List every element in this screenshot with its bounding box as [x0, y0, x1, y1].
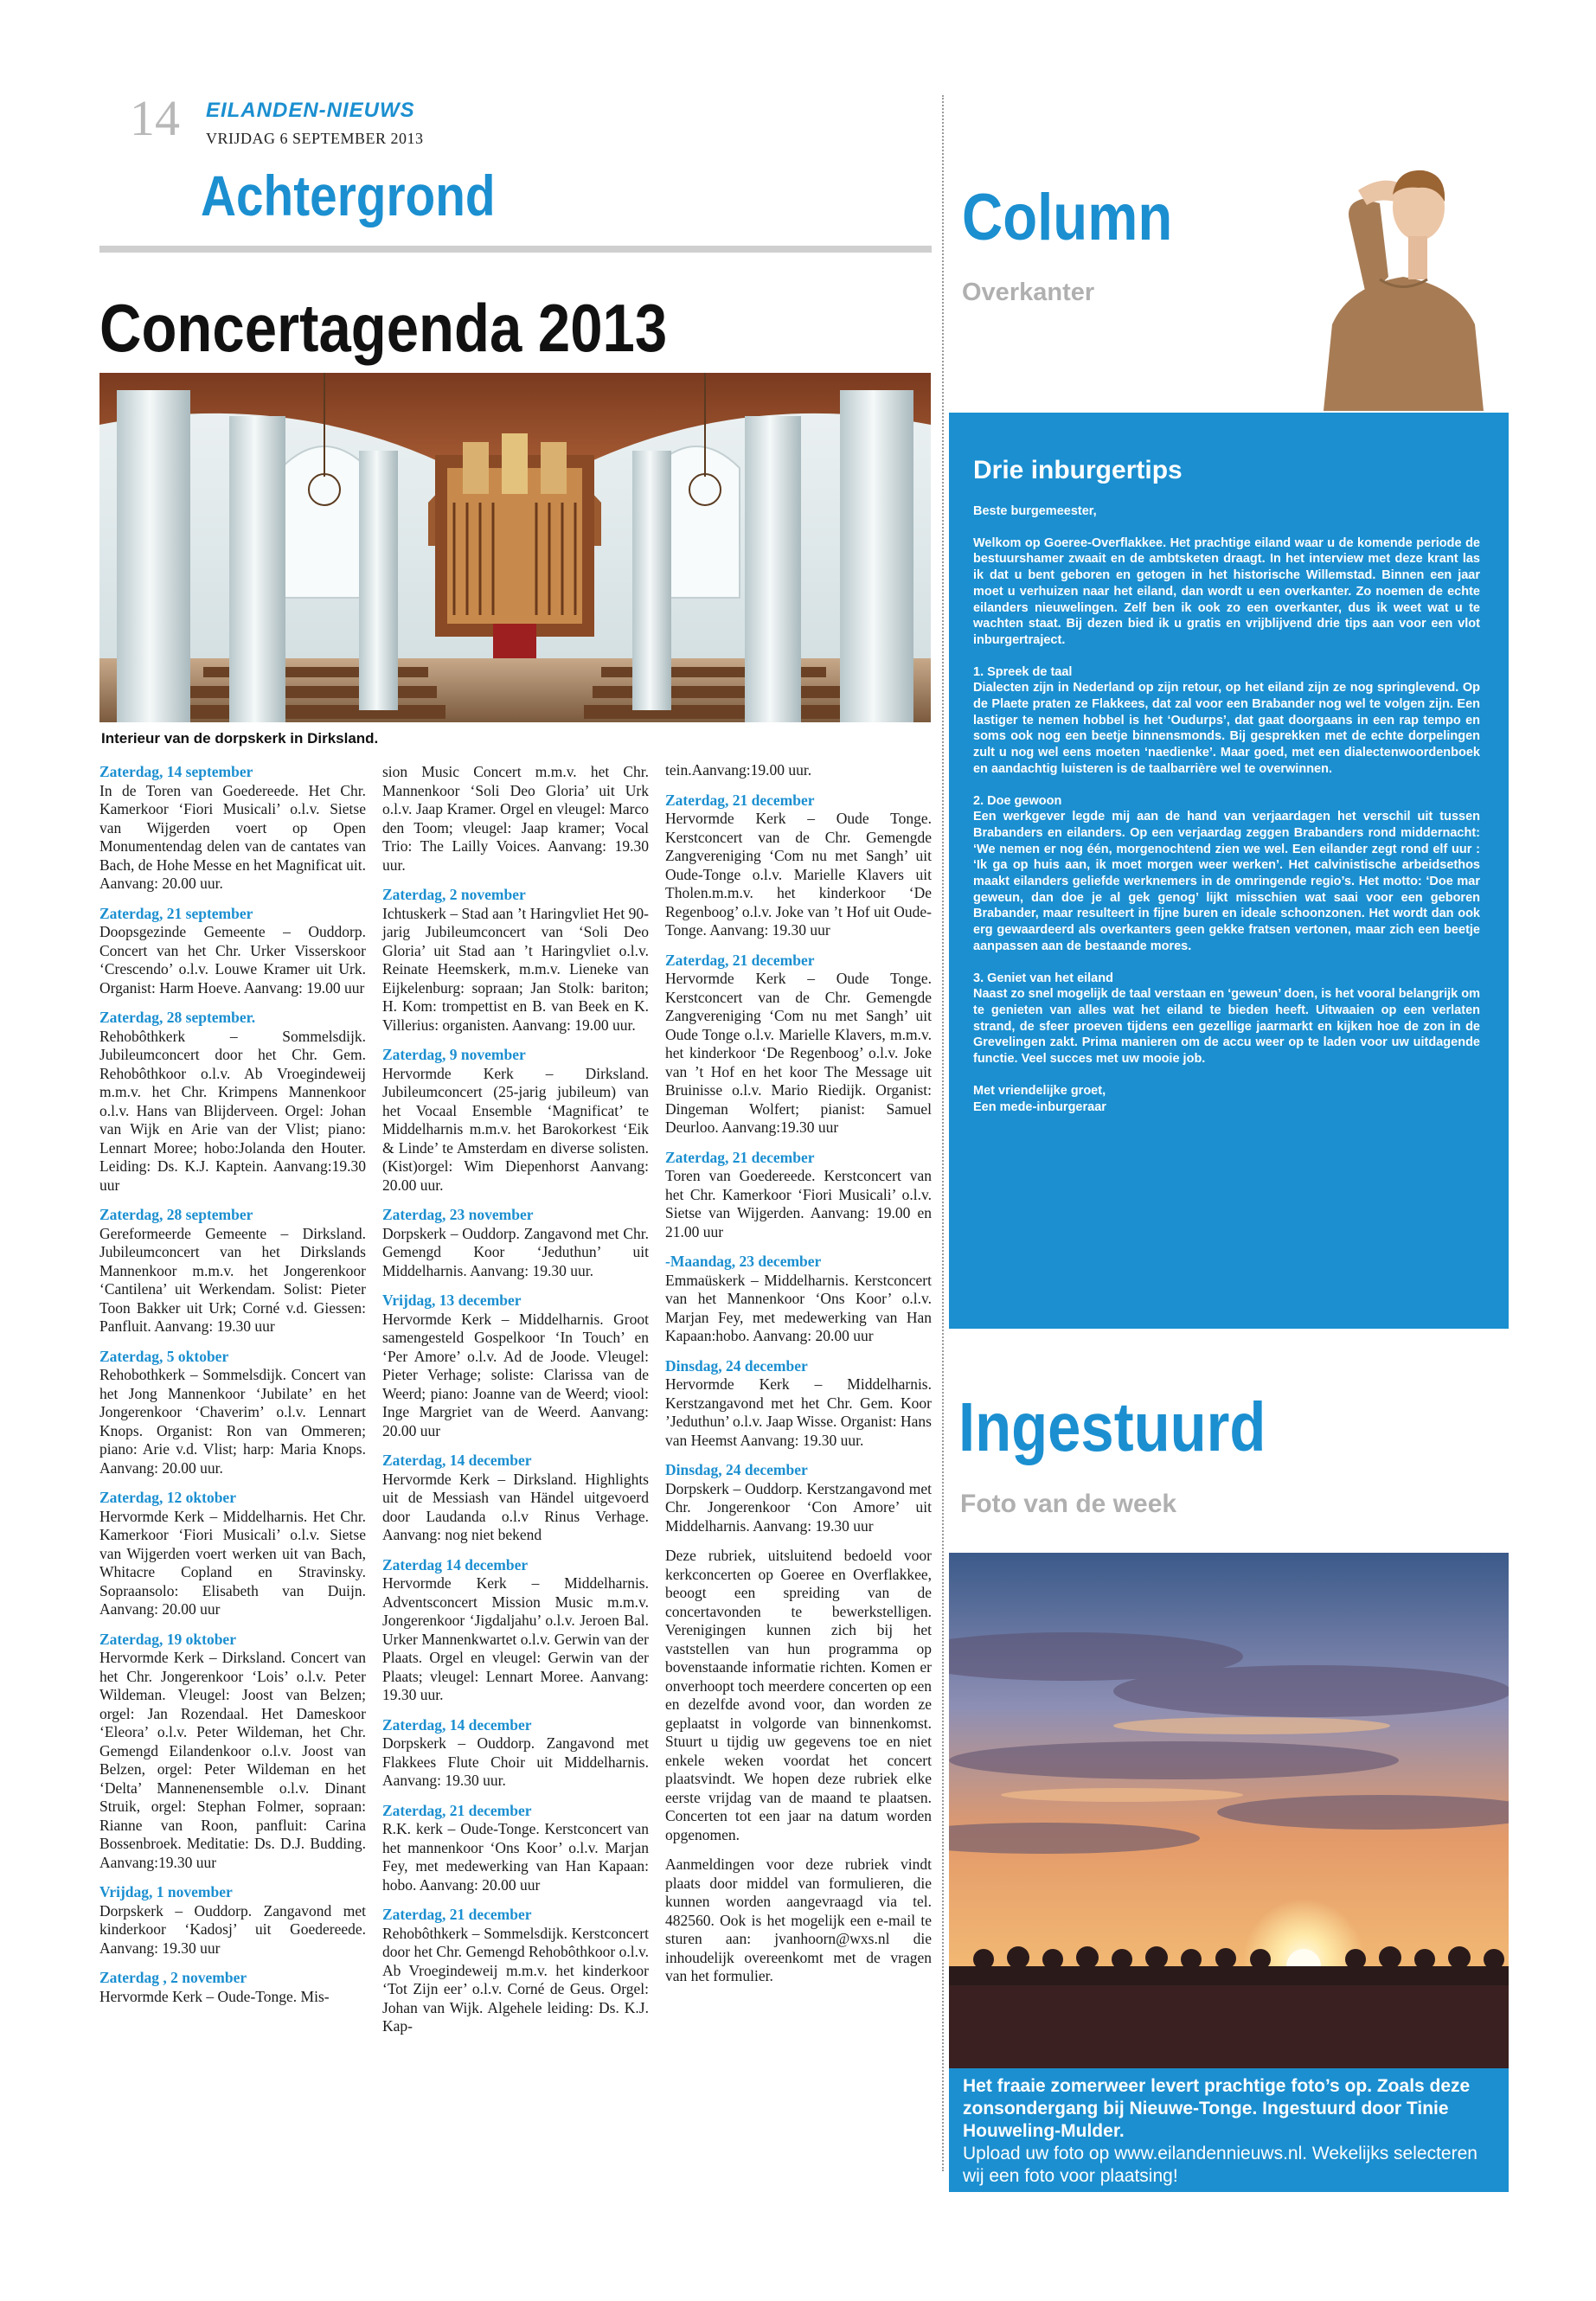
section-title: Achtergrond	[201, 163, 496, 228]
agenda-entry	[382, 1452, 649, 1545]
agenda-entry-date: Zaterdag, 14 december	[382, 1452, 532, 1469]
agenda-entry-text: Dorpskerk – Ouddorp. Kerstzangavond met Chr. Jongerenkoor ‘Con Amore’ uit Middelharnis. Aanvang: 19.30 uur	[665, 1479, 932, 1535]
agenda-entry-date: Zaterdag, 23 november	[382, 1206, 534, 1223]
column-divider	[942, 95, 944, 2171]
agenda-entry	[665, 952, 932, 1138]
agenda-entry-date: Zaterdag, 28 september.	[99, 1009, 256, 1026]
sunset-photo	[949, 1553, 1509, 2068]
issue-date: VRIJDAG 6 SEPTEMBER 2013	[206, 130, 424, 147]
agenda-entry-text: Doopsgezinde Gemeente – Ouddorp. Concert van het Chr. Urker Visserskoor ‘Crescendo’ o.l.v. Louwe Kramer uit Urk. Organist: Harm Hoeve. Aanvang: 19.00 uur	[99, 923, 366, 997]
column-subtitle: Overkanter	[962, 279, 1095, 306]
agenda-entry	[382, 1556, 649, 1705]
photo-of-week-subtitle: Foto van de week	[960, 1490, 1177, 1518]
agenda-entry	[665, 1461, 932, 1535]
column-paragraph: 3. Geniet van het eiland Naast zo snel mogelijk de taal verstaan en ‘geweun’ doen, is het vooral belangrijk om te genieten van alles wat het eiland te bieden heeft. Uitwaaien op een verlaten strand, de sfeer proeven tijdens een gezellige jaarmarkt en kijken hoe de zon in de Grevelingen zakt. Prima manieren om de accu weer op te laden voor uw uitdagende functie. Veel succes met uw mooie job.	[973, 971, 1480, 1067]
agenda-entry-text: Toren van Goedereede. Kerstconcert van het Chr. Kamerkoor ‘Fiori Musicali’ o.l.v. Sietse van Wijgerden. Aanvang: 19.00 en 21.00 uur	[665, 1167, 932, 1240]
agenda-entry-date: Zaterdag, 5 oktober	[99, 1347, 229, 1365]
article-headline: Concertagenda 2013	[99, 290, 668, 366]
agenda-entry	[382, 1716, 649, 1791]
agenda-entry-text: Hervormde Kerk – Middelharnis. Kerstzangavond met het Chr. Gem. Koor ’Jeduthun’ o.l.v. Jaap Wisse. Organist: Hans van Heemst Aanvang: 19.30 uur.	[665, 1375, 932, 1449]
agenda-entry	[99, 1206, 366, 1336]
agenda-entry	[99, 1489, 366, 1619]
agenda-entry-text: Dorpskerk – Ouddorp. Zangavond met Flakkees Flute Choir uit Middelharnis. Aanvang: 19.30 uur.	[382, 1734, 649, 1789]
agenda-entry-text: sion Music Concert m.m.v. het Chr. Mannenkoor ‘Soli Deo Gloria’ uit Urk o.l.v. Jaap Kramer. Orgel en vleugel: Marco den Toom; vleugel: Jaap kramer; Vocal Trio: The Lailly Voices. Aanvang: 19.30 uur.	[382, 763, 649, 874]
agenda-entry-date: -Maandag, 23 december	[665, 1253, 822, 1270]
agenda-entry-text: Hervormde Kerk – Oude Tonge. Kerstconcert van de Chr. Gemengde Zangvereniging ‘Com nu met Sangh’ uit Oude Tonge o.l.v. Marielle Klavers, m.m.v. het kinderkoor ‘De Regenboog’ o.l.v. Joke van ’t Hof en het koor The Message uit Bruinisse o.l.v. Mario Riedijk. Organist: Dingeman Wolfert; pianist: Samuel Deurloo. Aanvang:19.30 uur	[665, 970, 932, 1136]
agenda-entry-date: Zaterdag, 21 december	[665, 1148, 815, 1166]
column-paragraph: 2. Doe gewoon Een werkgever legde mij aan de hand van verjaardagen het verschil uit tussen Brabanders en eilanders. Op een verjaardag zeggen Brabanders rond middernacht: ‘We nemen er nog één, morgenochtend zien we wel. Een eilander zegt rond elf uur : ‘Ik ga op huis aan, ik moet morgen weer werken’. Het calvinistische arbeidsethos maakt eilanders geliefde werknemers in de omringende regio’s. Het motto: ‘Doe mar geweun, dan doe je al gek genog’ lijkt misschien wat saai voor een geboren Brabander, maar resulteert in fijne buren en ideale schoonzonen. Het wordt dan ook erg gewaardeerd als overkanters geen gekke fratsen vertonen, maar zich een beetje aanpassen aan de bestaande mores.	[973, 793, 1480, 953]
agenda-entry-date: Vrijdag, 1 november	[99, 1883, 233, 1900]
agenda-entry-text: Hervormde Kerk – Oude-Tonge. Mis-	[99, 1987, 330, 2005]
agenda-entry-date: Zaterdag, 21 december	[665, 791, 815, 809]
agenda-entry-date: Zaterdag, 12 oktober	[99, 1489, 236, 1506]
agenda-entry-text: Dorpskerk – Ouddorp. Zangavond met Chr. Gemengd Koor ‘Jeduthun’ uit Middelharnis. Aanvang: 19.30 uur.	[382, 1224, 649, 1279]
agenda-entry	[99, 1631, 366, 1873]
agenda-entry	[382, 1292, 649, 1440]
agenda-entry	[382, 1206, 649, 1280]
agenda-entry-text: Gereformeerde Gemeente – Dirksland. Jubileumconcert van het Dirkslands Mannenkoor m.m.v. het Jongerenkoor ‘Cantilena’ uit Werkendam. Solist: Pieter Toon Bakker uit Urk; Corné v.d. Giessen: Panfluit. Aanvang: 19.30 uur	[99, 1224, 366, 1335]
rubriek-info-paragraph: Deze rubriek, uitsluitend bedoeld voor kerkconcerten op Goeree en Overflakkee, beoogt een spreiding van de concertavonden te bewerkstelligen. Verenigingen kunnen zich bij het vaststellen van hun programma op bovenstaande informatie richten. Komen er onverhoopt toch meerdere concerten op een en dezelfde avond voor, dan worden ze geplaatst in volgorde van binnenkomst. Stuurt u tijdig uw gegevens toe en niet enkele weken voordat het concert plaatsvindt. We hopen deze rubriek elke eerste vrijdag van de maand te plaatsen. Concerten tot een jaar na datum worden opgenomen.	[665, 1547, 932, 1843]
page-number: 14	[130, 90, 180, 146]
agenda-entry-date: Zaterdag, 14 september	[99, 763, 253, 780]
agenda-entry	[99, 905, 366, 998]
column-paragraph: Met vriendelijke groet, Een mede-inburgeraar	[973, 1083, 1106, 1114]
column-textbox	[949, 413, 1509, 1329]
caption-upload-text: Upload uw foto op www.eilandennieuws.nl. Wekelijks selecteren wij een foto voor plaatsing!	[963, 2144, 1477, 2186]
agenda-entry-text: tein.Aanvang:19.00 uur.	[665, 761, 812, 779]
agenda-entry-text: Rehobôthkerk – Sommelsdijk. Jubileumconcert door het Chr. Gem. Rehobôthkoor o.l.v. Ab Vroegindeweij m.m.v. het Chr. Krimpens Mannenkoor o.l.v. Hans van Blijderveen. Orgel: Johan van Wijk en Arie van der Vlist; piano: Lennart Moree; hobo:Jolanda den Houter. Leiding: Ds. K.J. Kaptein. Aanvang:19.30 uur	[99, 1027, 366, 1194]
agenda-column-1	[99, 763, 366, 2017]
agenda-entry	[99, 1348, 366, 1478]
column-title: Column	[962, 181, 1173, 254]
agenda-entry-text: Emmaüskerk – Middelharnis. Kerstconcert van het Mannenkoor ‘Ons Koor’ o.l.v. Marjan Fey, met medewerking van Han Kapaan:hobo. Aanvang: 20.00 uur	[665, 1271, 932, 1344]
agenda-entry-text: Hervormde Kerk – Middelharnis. Het Chr. Kamerkoor ‘Fiori Musicali’ o.l.v. Sietse van Wijgerden voert werken uit van Bach, Whitacre Copland en Stravinsky. Sopraansolo: Elisabeth van Duijn. Aanvang: 20.00 uur	[99, 1507, 366, 1618]
agenda-entry	[382, 886, 649, 1035]
agenda-entry	[99, 763, 366, 894]
column-paragraph: 1. Spreek de taal Dialecten zijn in Nederland op zijn retour, op het eiland zijn ze nog springlevend. Op de Plaete praten ze Flakkees, dat zal voor een Brabander nog wel te volgen zijn. Een lastiger te nemen hobbel is het ‘Oudurps’, dat gaat doorgaans in een rap tempo en soms ook nog een beetje binnensmonds. Bij gesprekken met de echte dorpelingen zult u nog wel eens moeten ‘naedienke’. Maar goed, met een dialectenwoordenboek en aandachtig luisteren is de taalbarrière wel te overwinnen.	[973, 664, 1480, 776]
agenda-entry-date: Zaterdag, 19 oktober	[99, 1630, 236, 1648]
newspaper-logo: EILANDEN-NIEUWS	[206, 99, 415, 122]
agenda-entry-text: Dorpskerk – Ouddorp. Zangavond met kinderkoor ‘Kadosj’ uit Goedereede. Aanvang: 19.30 uur	[99, 1901, 366, 1957]
agenda-entry	[99, 1009, 366, 1195]
agenda-entry-text: In de Toren van Goedereede. Het Chr. Kamerkoor ‘Fiori Musicali’ o.l.v. Sietse van Wijgerden voert op Open Monumentendag delen van de cantates van Bach, de Hohe Messe en het Magnificat uit. Aanvang: 20.00 uur.	[99, 781, 366, 892]
agenda-entry-text: Hervormde Kerk – Oude Tonge. Kerstconcert van de Chr. Gemengde Zangvereniging ‘Com nu met Sangh’ uit Oude-Tonge o.l.v. Marielle Klavers uit Tholen.m.m.v. het kinderkoor ‘De Regenboog’ o.l.v. Joke van ’t Hof uit Oude-Tonge. Aanvang: 19.30 uur	[665, 810, 932, 939]
agenda-column-3	[665, 761, 932, 1997]
column-box-title: Drie inburgertips	[973, 456, 1183, 484]
agenda-entry	[382, 763, 649, 875]
agenda-entry-text: Hervormde Kerk – Middelharnis. Groot samengesteld Gospelkoor ‘In Touch’ en ‘Per Amore’ o.l.v. Ad de Joode. Vleugel: Pieter Verhage; soliste: Clarissa van de Weerd; piano: Joanne van de Weerd; viool: Inge Margriet van de Weerd. Aanvang: 20.00 uur	[382, 1310, 649, 1439]
agenda-entry	[665, 1149, 932, 1242]
agenda-entry	[99, 1969, 366, 2006]
agenda-entry	[382, 1906, 649, 2036]
agenda-entry-date: Zaterdag, 14 december	[382, 1715, 532, 1734]
ingestuurd-title: Ingestuurd	[958, 1388, 1266, 1465]
agenda-entry	[665, 792, 932, 940]
agenda-entry-text: Rehobôthkerk – Sommelsdijk. Kerstconcert door het Chr. Gemengd Rehobôthkoor o.l.v. Ab Vroegindeweij m.m.v. het kinderkoor ‘Tot Zijn eer’ o.l.v. Corné de Geus. Orgel: Johan van Wijk. Algehele leiding: Ds. K.J. Kap-	[382, 1924, 649, 2035]
caption-bold-text: Het fraaie zomerweer levert prachtige foto’s op. Zoals deze zonsondergang bij Nieuwe-Tonge. Ingestuurd door Tinie Houweling-Mulder.	[963, 2076, 1471, 2141]
column-paragraph: Beste burgemeester,	[973, 504, 1097, 518]
agenda-entry-text: Hervormde Kerk – Dirksland. Jubileumconcert (25-jarig jubileum) van het Vocaal Ensemble ‘Magnificat’ te Middelharnis m.m.v. het Barokorkest ‘Eik & Linde’ te Amsterdam en diverse solisten. (Kist)orgel: Wim Diepenhorst Aanvang: 20.00 uur.	[382, 1064, 649, 1194]
agenda-entry	[665, 761, 932, 780]
agenda-entry-date: Vrijdag, 13 december	[382, 1292, 522, 1309]
agenda-entry-date: Zaterdag , 2 november	[99, 1969, 247, 1986]
agenda-entry-date: Dinsdag, 24 december	[665, 1461, 808, 1478]
sunset-photo-caption	[949, 2068, 1509, 2192]
agenda-entry-date: Zaterdag, 21 september	[99, 904, 253, 922]
agenda-entry-date: Zaterdag, 28 september	[99, 1206, 253, 1223]
column-paragraph: Welkom op Goeree-Overflakkee. Het prachtige eiland waar u de komende periode de bestuurshamer zwaait en de ambtsketen draagt. In het interview met deze krant las ik dat u bent geboren en getogen in het historische Willemstad. Binnen een jaar moet u verhuizen naar het eiland, dan wordt u een overkanter. Zo noemen de echte eilanders nieuwelingen. Zelf ben ik ook zo een overkanter, dus ik weet wat u te wachten staat. Bij dezen bied ik u gratis en vrijblijvend drie tips aan voor een vlot inburgertraject.	[973, 535, 1480, 647]
church-interior-photo	[99, 373, 931, 722]
agenda-entry	[382, 1802, 649, 1895]
section-rule	[99, 246, 932, 253]
agenda-entry-text: R.K. kerk – Oude-Tonge. Kerstconcert van het mannenkoor ‘Ons Koor’ o.l.v. Marjan Fey, met medewerking van Han Kapaan: hobo. Aanvang: 20.00 uur	[382, 1820, 649, 1894]
agenda-entry-date: Zaterdag, 21 december	[382, 1801, 532, 1819]
agenda-entry-date: Zaterdag, 2 november	[382, 886, 526, 903]
agenda-entry-text: Hervormde Kerk – Middelharnis. Adventsconcert Mission Music m.m.v. Jongerenkoor ‘Jigdaljahu’ o.l.v. Jeroen Bal. Urker Mannenkwartet o.l.v. Gerwin van der Plaats. Orgel en vleugel: Gerwin van der Plaats; vleugel: Lennart Moree. Aanvang: 19.30 uur.	[382, 1574, 649, 1703]
agenda-entry-text: Hervormde Kerk – Dirksland. Concert van het Chr. Jongerenkoor ‘Lois’ o.l.v. Peter Wildeman. Vleugel: Joost van Belzen; orgel: Jan Rozendaal. Het Dameskoor ‘Eleora’ o.l.v. Peter Wildeman, het Chr. Gemengd Eilandenkoor o.l.v. Joost van Belzen, orgel: Peter Wildeman en het ‘Delta’ Mannenensemble o.l.v. Dinant Struik, orgel: Stephan Folmer, sopraan: Rianne van Roon, panfluit: Carina Bossenbroek. Meditatie: Ds. D.J. Budding. Aanvang:19.30 uur	[99, 1649, 366, 1871]
agenda-column-2	[382, 763, 649, 2048]
agenda-entry-date: Zaterdag, 21 december	[382, 1906, 532, 1923]
agenda-entry	[665, 1357, 932, 1451]
photo-caption: Interieur van de dorpskerk in Dirksland.	[101, 730, 379, 747]
agenda-entry-date: Zaterdag, 21 december	[665, 951, 815, 969]
agenda-entry	[99, 1883, 366, 1958]
columnist-photo	[1298, 125, 1509, 411]
agenda-entry-date: Zaterdag 14 december	[382, 1555, 529, 1574]
agenda-entry	[382, 1046, 649, 1195]
agenda-entry-text: Rehobothkerk – Sommelsdijk. Concert van het Jong Mannenkoor ‘Jubilate’ en het Jongerenkoor ‘Chaverim’ o.l.v. Lennart Knops. Organist: Ron van Ommeren; piano: Arie v.d. Vlist; harp: Maria Knops. Aanvang: 20.00 uur.	[99, 1366, 366, 1477]
column-body	[973, 503, 1480, 1131]
agenda-entry-date: Zaterdag, 9 november	[382, 1046, 526, 1063]
agenda-entry	[665, 1253, 932, 1346]
agenda-entry-text: Ichtuskerk – Stad aan ’t Haringvliet Het 90-jarig Jubileumconcert van ‘Soli Deo Gloria’ uit Stad aan ’t Haringvliet o.l.v. Reinate Heemskerk, m.m.v. Lieneke van Eijkelenburg: sopraan; Jan Stolk: bariton; H. Kom: trompettist en B. van Beek en K. Villerius: organisten. Aanvang: 19.00 uur.	[382, 904, 649, 1034]
agenda-entry-date: Dinsdag, 24 december	[665, 1356, 808, 1375]
agenda-entry-text: Hervormde Kerk – Dirksland. Highlights uit de Messiash van Händel uitgevoerd door Laudanda o.l.v Rinus Verhage. Aanvang: nog niet bekend	[382, 1470, 649, 1543]
rubriek-info-paragraph: Aanmeldingen voor deze rubriek vindt plaats door middel van formulieren, die kunnen worden aangevraagd via tel. 482560. Ook is het mogelijk een e-mail te sturen aan: jvanhoorn@wxs.nl die inhoudelijk overeenkomt met de vragen van het formulier.	[665, 1856, 932, 1984]
